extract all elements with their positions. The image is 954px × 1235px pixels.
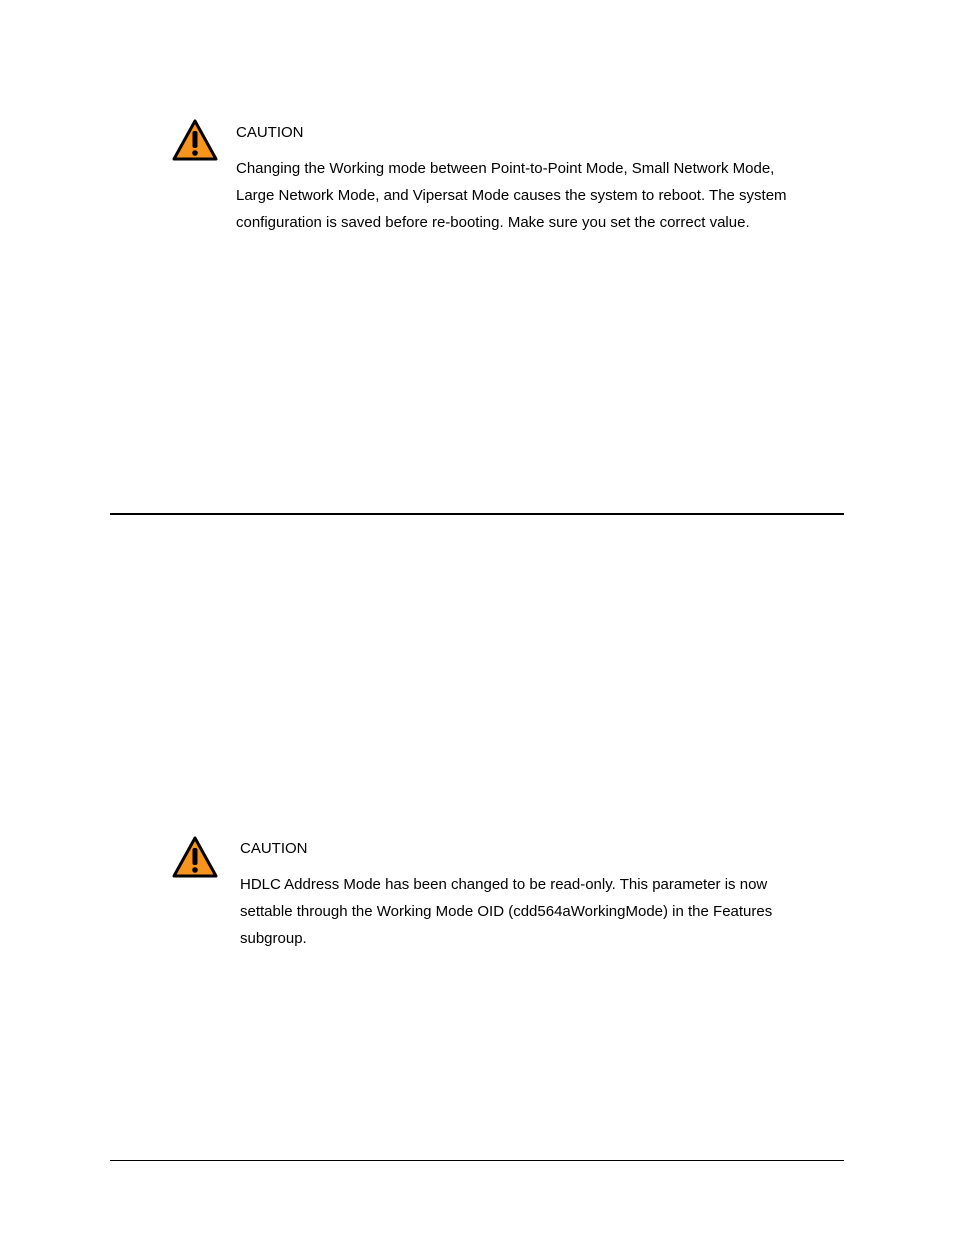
caution-title: CAUTION [236,124,304,141]
footer-divider [110,1160,844,1161]
caution-body [236,155,836,236]
caution-line: configuration is saved before re-booting. Make sure you set the correct value. [236,214,750,231]
section-divider [110,513,844,515]
caution-title: CAUTION [240,840,308,857]
caution-line: settable through the Working Mode OID (cdd564aWorkingMode) in the Features [240,903,773,920]
caution-line: Changing the Working mode between Point-to-Point Mode, Small Network Mode, [236,160,775,177]
warning-triangle-icon [171,118,219,162]
caution-body [240,871,840,952]
warning-triangle-icon [171,835,219,879]
caution-line: subgroup. [240,930,307,947]
caution-line: Large Network Mode, and Vipersat Mode causes the system to reboot. The system [236,187,787,204]
caution-line: HDLC Address Mode has been changed to be read-only. This parameter is now [240,876,768,893]
